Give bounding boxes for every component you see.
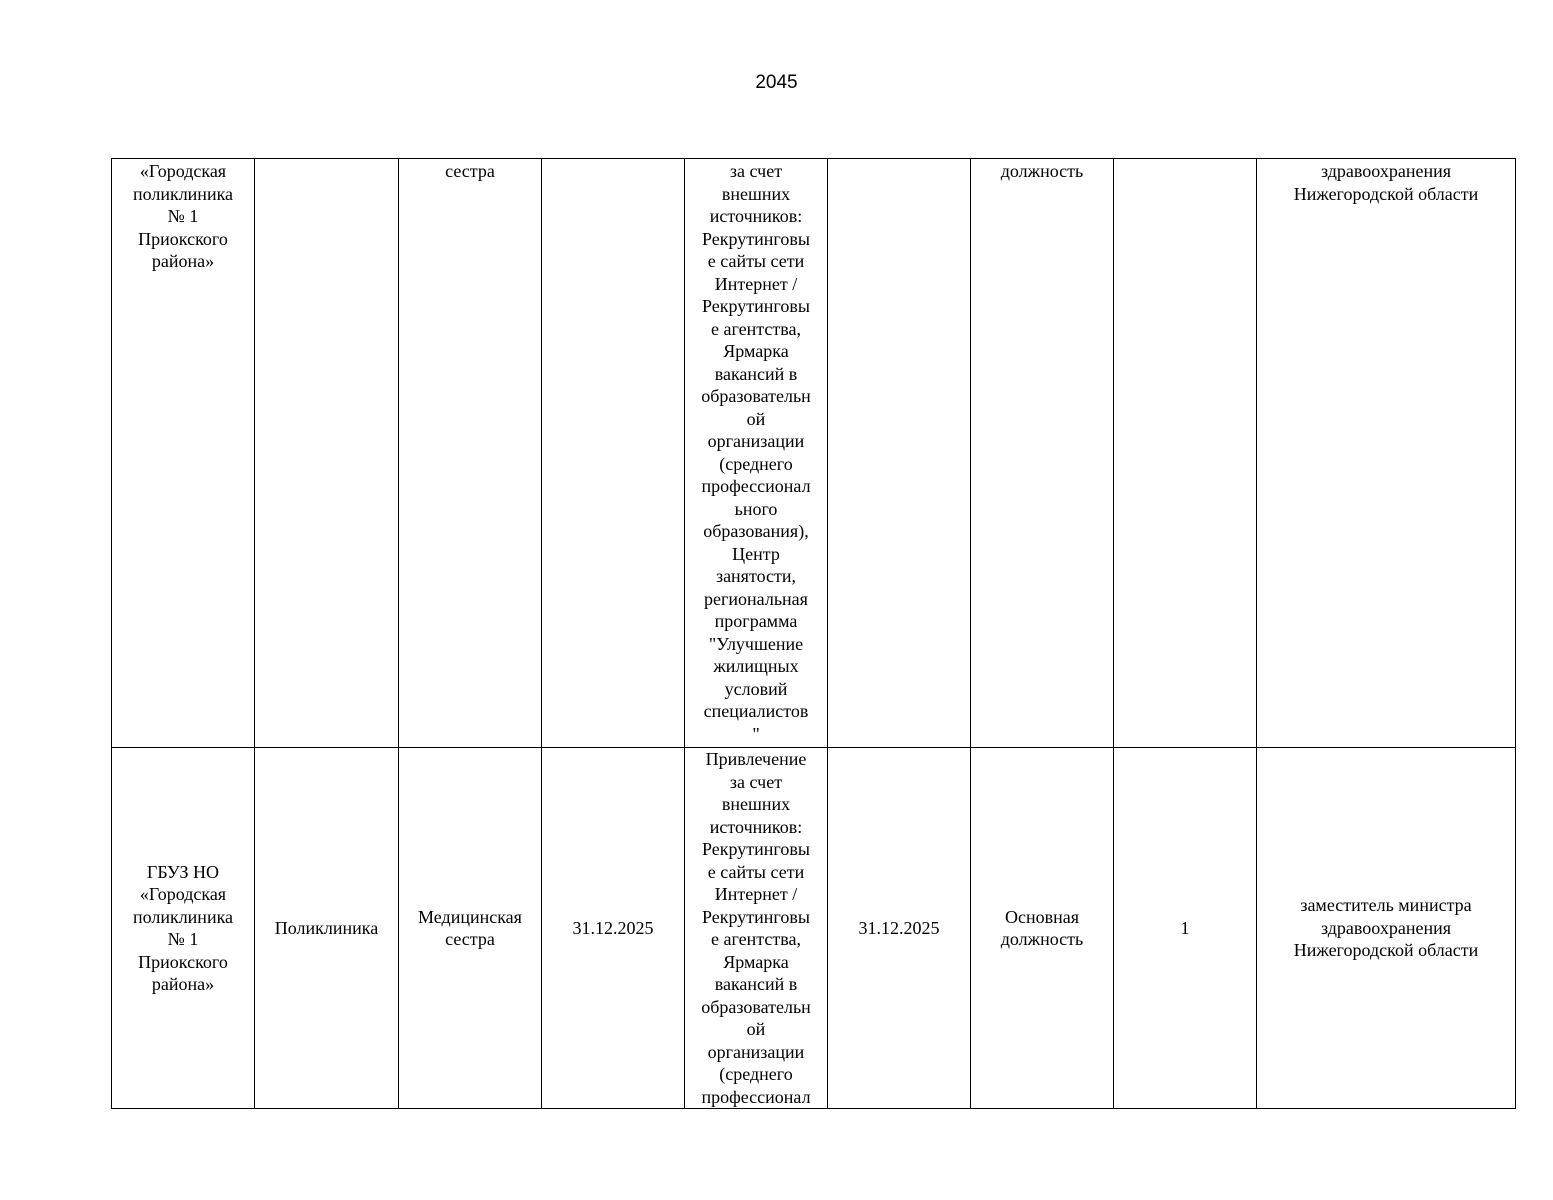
cell-position-type: Основная должность <box>971 748 1114 1109</box>
cell-count <box>1114 159 1257 748</box>
cell-count: 1 <box>1114 748 1257 1109</box>
cell-deadline: 31.12.2025 <box>828 748 971 1109</box>
cell-responsible: здравоохранения Нижегородской области <box>1257 159 1516 748</box>
cell-date <box>542 159 685 748</box>
staffing-table <box>111 158 1516 1109</box>
table-row <box>112 748 1516 1109</box>
cell-position-type: должность <box>971 159 1114 748</box>
cell-position: Медицинская сестра <box>399 748 542 1109</box>
cell-organization: «Городская поликлиника № 1 Приокского района» <box>112 159 255 748</box>
cell-unit <box>255 159 399 748</box>
cell-measures: Привлечение за счет внешних источников: Рекрутинговы е сайты сети Интернет / Рекрутинговы е агентства, Ярмарка вакансий в образовательн ой организации (среднего профессионал <box>685 748 828 1109</box>
page-number: 2045 <box>755 72 798 93</box>
table-row <box>112 159 1516 748</box>
cell-deadline <box>828 159 971 748</box>
cell-date: 31.12.2025 <box>542 748 685 1109</box>
cell-organization: ГБУЗ НО «Городская поликлиника № 1 Приокского района» <box>112 748 255 1109</box>
cell-measures: за счет внешних источников: Рекрутинговы е сайты сети Интернет / Рекрутинговы е агентства, Ярмарка вакансий в образовательн ой организации (среднего профессионал ьного образования), Центр занятости, региональная программа "Улучшение жилищных условий специалистов " <box>685 159 828 748</box>
cell-responsible: заместитель министра здравоохранения Нижегородской области <box>1257 748 1516 1109</box>
cell-position: сестра <box>399 159 542 748</box>
cell-unit: Поликлиника <box>255 748 399 1109</box>
